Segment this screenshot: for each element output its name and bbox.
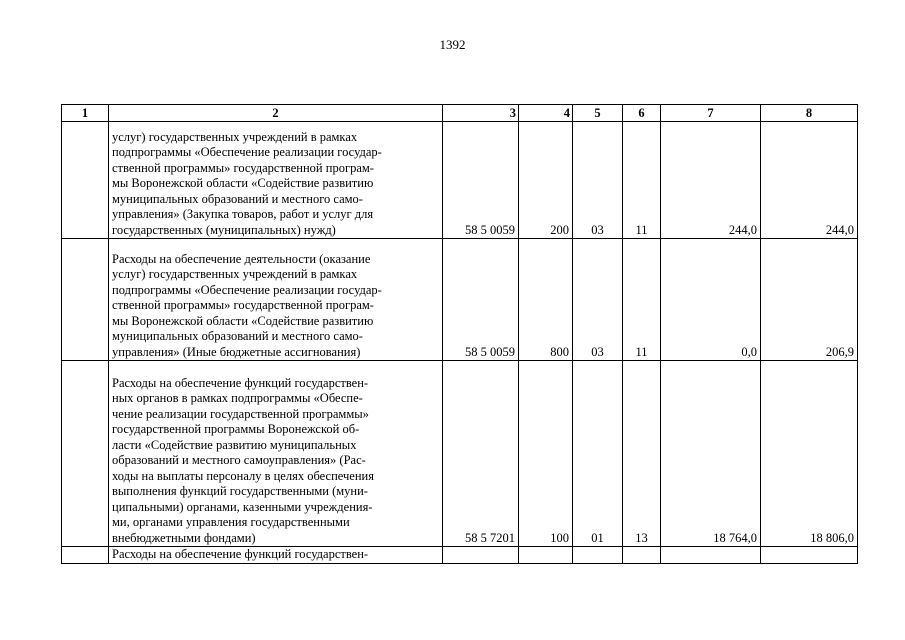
table-row	[62, 361, 858, 547]
cell-section: 03	[573, 122, 623, 239]
budget-table	[61, 104, 858, 564]
cell-target-code: 58 5 0059	[443, 122, 519, 239]
description-line: Расходы на обеспечение функций государствен-	[112, 375, 369, 390]
cell-section	[573, 547, 623, 564]
description-line: государственных (муниципальных) нужд)	[112, 222, 336, 237]
cell-expense-type: 800	[519, 239, 573, 361]
cell-amount-1: 18 764,0	[661, 361, 761, 547]
description-line: управления» (Иные бюджетные ассигнования)	[112, 344, 361, 359]
header-col-7: 7	[661, 105, 761, 122]
cell-expense-type: 200	[519, 122, 573, 239]
description-line: образований и местного самоуправления» (Рас-	[112, 453, 366, 467]
header-col-5: 5	[573, 105, 623, 122]
cell-amount-1: 0,0	[661, 239, 761, 361]
cell-amount-2: 18 806,0	[761, 361, 858, 547]
description-line: управления» (Закупка товаров, работ и услуг для	[112, 207, 374, 221]
cell-subsection: 11	[623, 122, 661, 239]
description-line: чение реализации государственной программы»	[112, 406, 369, 421]
header-col-3: 3	[443, 105, 519, 122]
description-line: муниципальных образований и местного само-	[112, 191, 363, 206]
table-row	[62, 547, 858, 564]
cell-description	[109, 239, 443, 361]
description-line: подпрограммы «Обеспечение реализации государ-	[112, 145, 382, 159]
cell-amount-2	[761, 547, 858, 564]
header-col-6: 6	[623, 105, 661, 122]
description-line: ственной программы» государственной програм-	[112, 298, 374, 312]
cell-section: 01	[573, 361, 623, 547]
cell-number	[62, 239, 109, 361]
description-line: Расходы на обеспечение деятельности (оказание	[112, 251, 371, 266]
description-line: выполнения функций государственными (муни-	[112, 484, 368, 498]
description-line: внебюджетными фондами)	[112, 530, 256, 545]
description-line: подпрограммы «Обеспечение реализации государ-	[112, 282, 382, 297]
table-row	[62, 239, 858, 361]
cell-target-code	[443, 547, 519, 564]
table-header-row	[62, 105, 858, 122]
cell-description	[109, 361, 443, 547]
header-col-4: 4	[519, 105, 573, 122]
cell-number	[62, 361, 109, 547]
description-line: ходы на выплаты персоналу в целях обеспечения	[112, 468, 374, 483]
description-line: ми, органами управления государственными	[112, 515, 350, 529]
description-line: услуг) государственных учреждений в рамках	[112, 267, 358, 281]
cell-amount-1	[661, 547, 761, 564]
cell-expense-type: 100	[519, 361, 573, 547]
description-line: услуг) государственных учреждений в рамках	[112, 129, 358, 144]
cell-subsection: 13	[623, 361, 661, 547]
cell-subsection	[623, 547, 661, 564]
description-line: мы Воронежской области «Содействие развитию	[112, 313, 374, 328]
cell-amount-1: 244,0	[661, 122, 761, 239]
cell-amount-2: 206,9	[761, 239, 858, 361]
description-line: ципальными) органами, казенными учреждения-	[112, 499, 373, 514]
cell-number	[62, 547, 109, 564]
header-col-8: 8	[761, 105, 858, 122]
description-line: государственной программы Воронежской об-	[112, 422, 360, 436]
cell-amount-2: 244,0	[761, 122, 858, 239]
cell-description	[109, 122, 443, 239]
description-line: ственной программы» государственной програм-	[112, 160, 374, 175]
description-line: ных органов в рамках подпрограммы «Обеспе-	[112, 391, 363, 405]
description-line: муниципальных образований и местного само-	[112, 329, 363, 343]
header-col-1: 1	[62, 105, 109, 122]
cell-target-code: 58 5 0059	[443, 239, 519, 361]
description-line: Расходы на обеспечение функций государствен-	[112, 547, 369, 561]
cell-description	[109, 547, 443, 564]
header-col-2: 2	[109, 105, 443, 122]
cell-section: 03	[573, 239, 623, 361]
table-body	[62, 122, 858, 564]
table-row	[62, 122, 858, 239]
description-line: мы Воронежской области «Содействие развитию	[112, 176, 374, 190]
page-number: 1392	[439, 37, 466, 52]
cell-target-code: 58 5 7201	[443, 361, 519, 547]
cell-subsection: 11	[623, 239, 661, 361]
cell-expense-type	[519, 547, 573, 564]
description-line: ласти «Содействие развитию муниципальных	[112, 437, 357, 452]
cell-number	[62, 122, 109, 239]
